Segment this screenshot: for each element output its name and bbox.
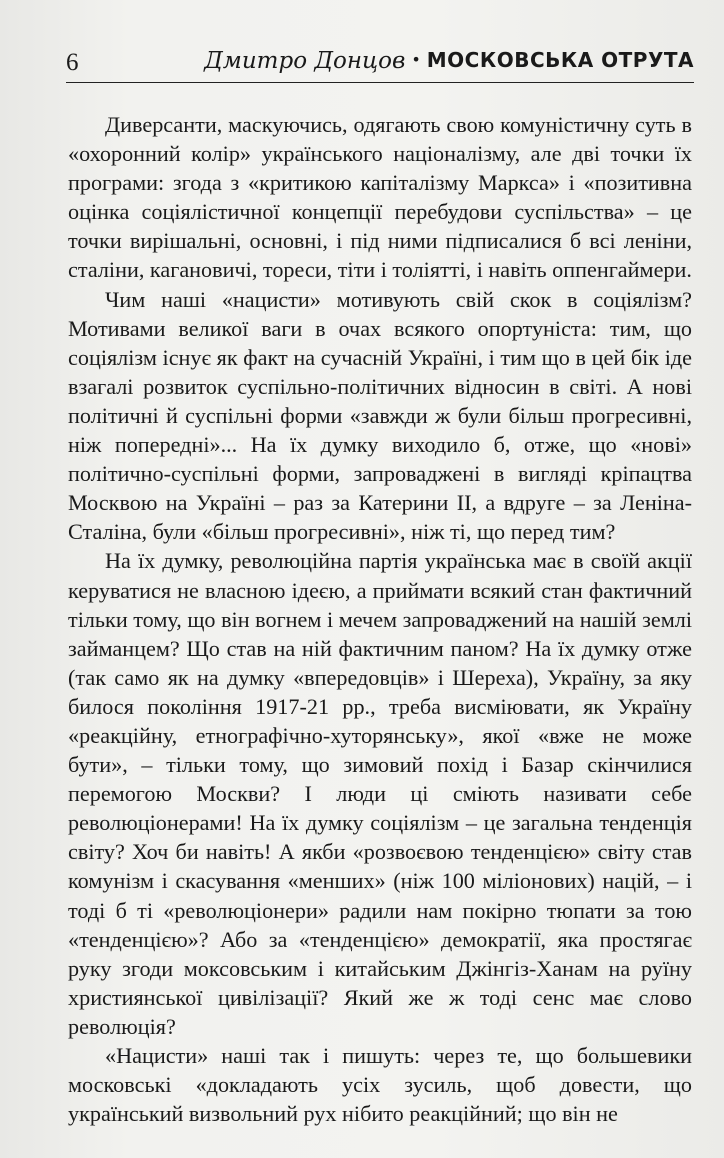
book-title: МОСКОВСЬКА ОТРУТА [426, 48, 694, 72]
header-rule [66, 82, 694, 83]
page-number: 6 [66, 49, 79, 76]
page-header [66, 44, 694, 80]
paragraph: «Нацисти» наші так і пишуть: через те, що большевики московські «докладають усіх зусиль, щоб довести, що український визвольний рух нібито реакційний; що він не [68, 1043, 692, 1127]
header-separator: • [411, 50, 421, 69]
author-name: Дмитро Донцов [204, 48, 406, 74]
paragraph: Диверсанти, маскуючись, одягають свою комуністичну суть в «охоронний колір» українського націоналізму, але дві точки їх програми: згода з «критикою капіталізму Маркса» і «позитивна оцінка соціялістичної концепції перебудови суспільства» – це точки вирішальні, основні, і під ними підписалися б всі леніни, сталіни, кагановичі, тореси, тіти і толіятті, і навіть оппенгаймери. [68, 112, 692, 283]
paragraph: Чим наші «нацисти» мотивують свій скок в соціялізм? Мотивами великої ваги в очах всякого опортуніста: тим, що соціялізм існує як факт на сучасній Україні, і тим що в цей бік іде взагалі розвиток суспільно-політичних відносин в світі. А нові політичні й суспільні форми «завжди ж були більш прогресивні, ніж попередні»... На їх думку виходило б, отже, що «нові» політично-суспільні форми, запроваджені в вигляді кріпацтва Москвою на Україні – раз за Катерини II, а вдруге – за Леніна-Сталіна, були «більш прогресивні», ніж ті, що перед тим? [68, 286, 692, 545]
paragraph: На їх думку, революційна партія українська має в своїй акції керуватися не власною ідеєю, а приймати всякий стан фактичний тільки тому, що він вогнем і мечем запроваджений на нашій землі займанцем? Що став на ній фактичним паном? На їх думку отже (так само як на думку «впередовців» і Шереха), Україну, за яку билося покоління 1917-21 рр., треба висміювати, як Україну «реакційну, етнографічно-хуторянську», якої «вже не може бути», – тільки тому, що зимовий похід і Базар скінчилися перемогою Москви? І люди ці сміють називати себе революціонерами! На їх думку соціялізм – це загальна тенденція світу? Хоч би навіть! А якби «розвоєвою тенденцією» світу став комунізм і скасування «менших» (ніж 100 міліонових) націй, – і тоді б ті «революціонери» радили нам покірно тюпати за тою «тенденцією»? Або за «тенденцією» демократії, яка простягає руку згоди моксовським і китайським Джінгіз-Ханам на руїну християнської цивілізації? Який же ж тоді сенс має слово революція? [68, 548, 692, 1039]
body-text [68, 110, 692, 1128]
running-head [204, 47, 694, 75]
